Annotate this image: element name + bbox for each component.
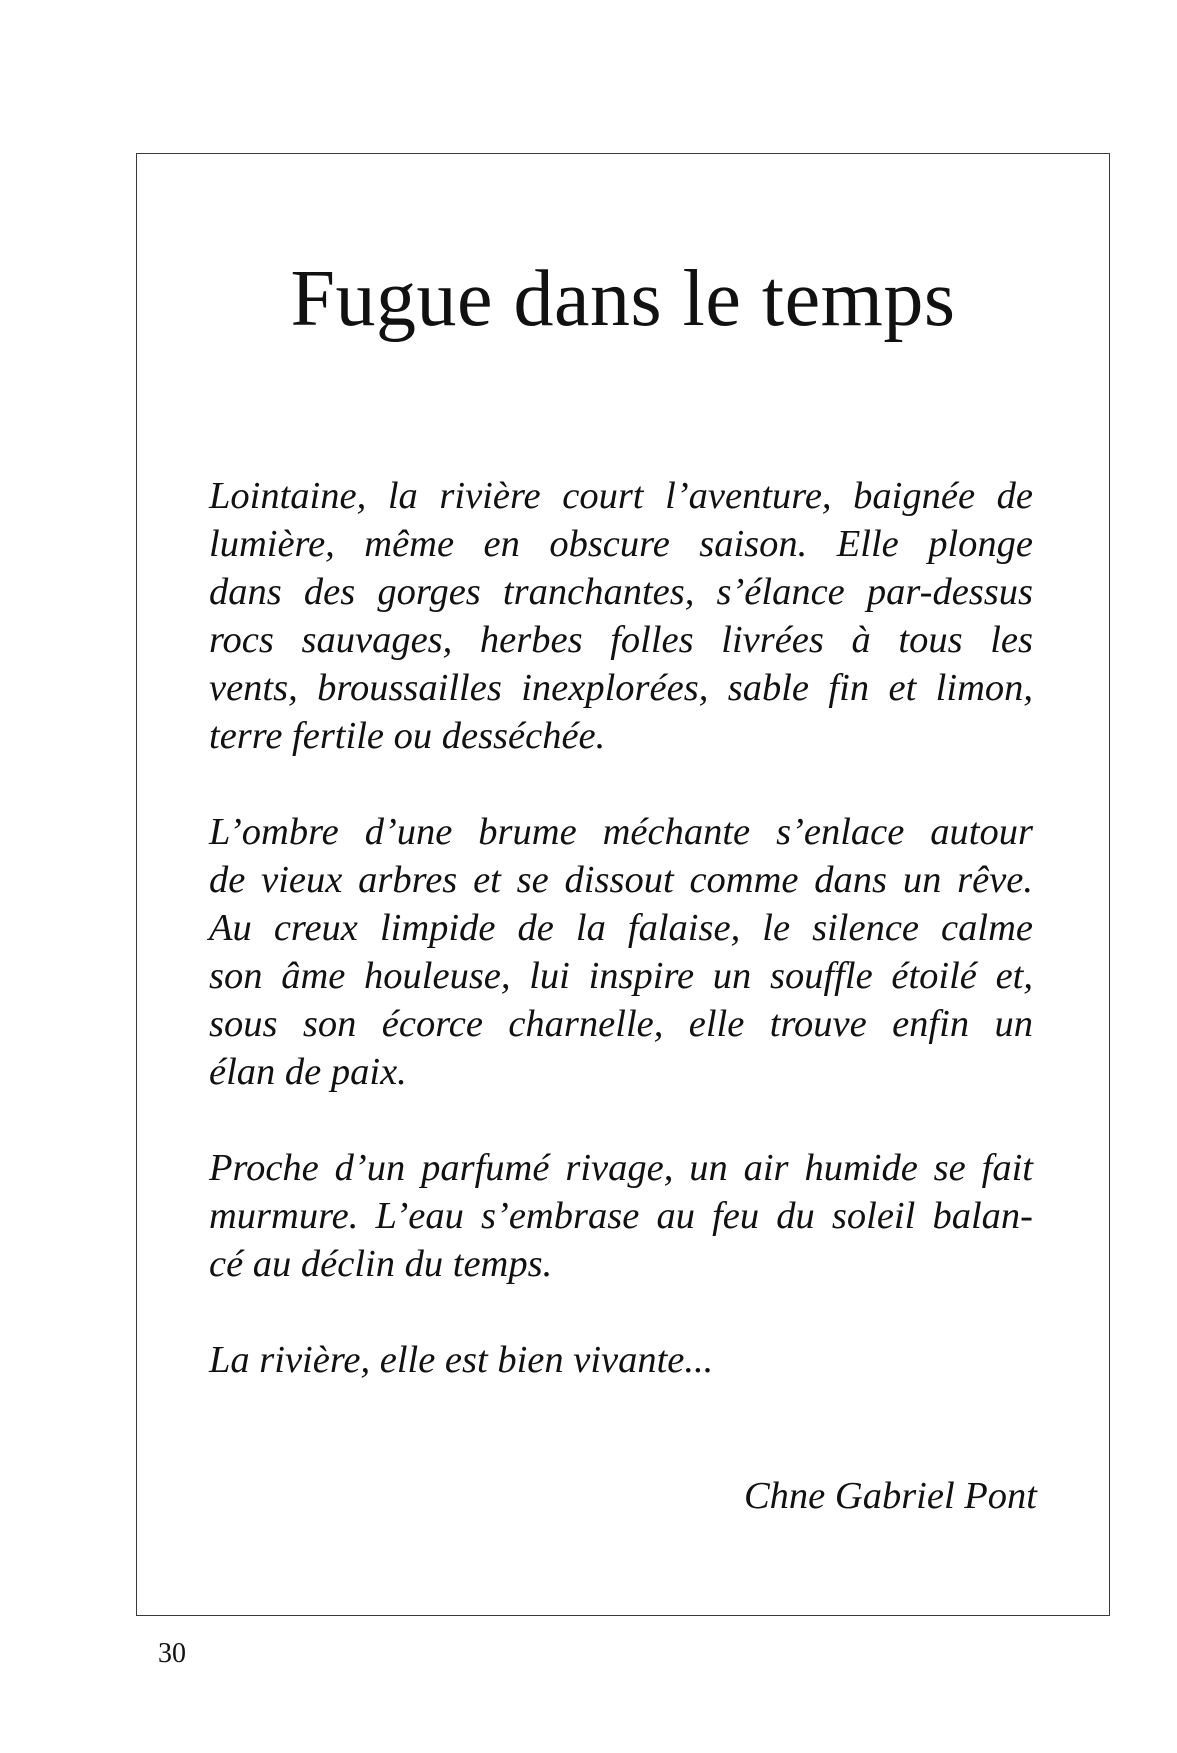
paragraph-4 bbox=[209, 1336, 1033, 1384]
paragraph-2 bbox=[209, 808, 1033, 1096]
text-line: sous son écorce charnelle, elle trouve enfin un bbox=[209, 1003, 1033, 1045]
poem-body bbox=[209, 472, 1033, 1432]
text-line: rocs sauvages, herbes folles livrées à tous les bbox=[209, 619, 1033, 661]
paragraph-3 bbox=[209, 1144, 1033, 1288]
page-title: Fugue dans le temps bbox=[290, 255, 956, 343]
text-line: lumière, même en obscure saison. Elle plonge bbox=[209, 523, 1033, 565]
text-line: cé au déclin du temps. bbox=[209, 1243, 553, 1285]
author-signature: Chne Gabriel Pont bbox=[744, 1475, 1037, 1517]
text-line: Lointaine, la rivière court l’aventure, baignée de bbox=[209, 475, 1033, 517]
text-line: dans des gorges tranchantes, s’élance par-dessus bbox=[209, 571, 1033, 613]
text-line: Proche d’un parfumé rivage, un air humide se fait bbox=[209, 1147, 1033, 1189]
text-line: Au creux limpide de la falaise, le silence calme bbox=[209, 907, 1033, 949]
page-number: 30 bbox=[158, 1638, 186, 1669]
text-line: La rivière, elle est bien vivante... bbox=[209, 1339, 714, 1381]
text-line: L’ombre d’une brume méchante s’enlace autour bbox=[209, 811, 1033, 853]
text-frame bbox=[136, 153, 1110, 1616]
text-line: son âme houleuse, lui inspire un souffle étoilé et, bbox=[209, 955, 1033, 997]
text-line: vents, broussailles inexplorées, sable fin et limon, bbox=[209, 667, 1033, 709]
text-line: terre fertile ou desséchée. bbox=[209, 715, 606, 757]
text-line: murmure. L’eau s’embrase au feu du soleil balan- bbox=[209, 1195, 1033, 1237]
text-line: élan de paix. bbox=[209, 1051, 407, 1093]
text-line: de vieux arbres et se dissout comme dans un rêve. bbox=[209, 859, 1033, 901]
paragraph-1 bbox=[209, 472, 1033, 760]
